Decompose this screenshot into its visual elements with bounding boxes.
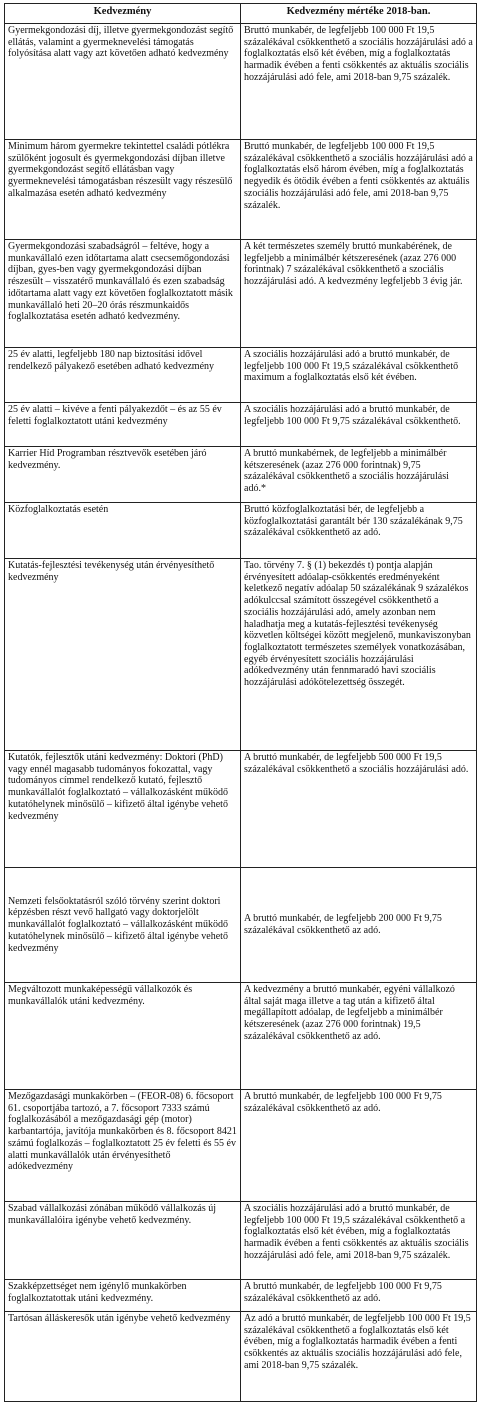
table-header-row — [5, 4, 477, 24]
table-row — [5, 447, 477, 503]
amount-cell: A két természetes személy bruttó munkabérének, de legfeljebb a minimálbér kétszeresének (azaz 276 000 forintnak) 7 százalékával csökkenthető a szociális hozzájárulási adó. A kedvezmény legfeljebb 3 évig jár. — [241, 240, 477, 348]
amount-cell: Bruttó munkabér, de legfeljebb 100 000 Ft 19,5 százalékával csökkenthető a szociális hozzájárulási adó a foglalkoztatás első két évében, míg a foglalkoztatás harmadik évében a fenti csökkentés az aktuális szociális hozzájárulási adó fele, ami 2018-ban 9,75 százalék. — [241, 24, 477, 140]
amount-cell: Az adó a bruttó munkabér, de legfeljebb 100 000 Ft 19,5 százalékával csökkenthető a foglalkoztatás első két évében, míg a foglalkoztatás harmadik évében a fenti csökkentés az aktuális szociális hozzájárulási adó fele, ami 2018-ban 9,75 százalék. — [241, 1312, 477, 1402]
amount-cell: A bruttó munkabérnek, de legfeljebb a minimálbér kétszeresének (azaz 276 000 forintnak) 9,75 százalékával csökkenthető a szociális hozzájárulási adó.* — [241, 447, 477, 503]
amount-cell: A kedvezmény a bruttó munkabér, egyéni vállalkozó által saját maga illetve a tag után a kifizető által megállapított adóalap, de legfeljebb a minimálbér kétszeresének (azaz 276 000 forintnak) 19,5 százalékával csökkenthető az adó. — [241, 983, 477, 1090]
amount-cell: Bruttó munkabér, de legfeljebb 100 000 Ft 19,5 százalékával csökkenthető a szociális hozzájárulási adó a foglalkoztatás első három évében, míg a foglalkoztatás negyedik és ötödik évében a fenti csökkentés az aktuális szociális hozzájárulási adó fele, ami 2018-ban 9,75 százalék. — [241, 140, 477, 240]
amount-cell: A bruttó munkabér, de legfeljebb 500 000 Ft 19,5 százalékával csökkenthető a szociális hozzájárulási adó. — [241, 751, 477, 868]
benefit-cell: Közfoglalkoztatás esetén — [5, 503, 241, 559]
table-row — [5, 1280, 477, 1312]
benefits-table — [4, 3, 477, 1402]
benefit-cell: 25 év alatti, legfeljebb 180 nap biztosítási idővel rendelkező pályakező esetében adható kedvezmény — [5, 348, 241, 403]
benefit-cell: Minimum három gyermekre tekintettel családi pótlékra szülőként jogosult és gyermekgondozási díjban illetve gyermekgondozást segítő ellátásban vagy gyermeknevelési támogatásban részesült vagy részesülő alkalmazása esetén adható kedvezmény — [5, 140, 241, 240]
table-row — [5, 403, 477, 447]
table-row — [5, 1090, 477, 1202]
amount-cell: A szociális hozzájárulási adó a bruttó munkabér, de legfeljebb 100 000 Ft 19,5 százalékával csökkenthető maximum a foglalkoztatás első két évében. — [241, 348, 477, 403]
benefit-cell: Mezőgazdasági munkakörben – (FEOR-08) 6. főcsoport 61. csoportjába tartozó, a 7. főcsoport 7333 számú foglalkozásából a mezőgazdasági gép (motor) karbantartója, javítója munkakörben és 8. főcsoport 8421 számú foglalkozás – foglalkoztatott 25 év feletti és 55 év alatti munkavállalók után érvényesíthető adókedvezmény — [5, 1090, 241, 1202]
benefit-cell: Gyermekgondozási díj, illetve gyermekgondozást segítő ellátás, valamint a gyermeknevelési támogatás folyósítása alatt vagy azt követően adható kedvezmény — [5, 24, 241, 140]
benefit-cell: 25 év alatti – kivéve a fenti pályakezdőt – és az 55 év feletti foglalkoztatott utáni kedvezmény — [5, 403, 241, 447]
benefit-cell: Megváltozott munkaképességű vállalkozók és munkavállalók utáni kedvezmény. — [5, 983, 241, 1090]
benefit-cell: Tartósan álláskeresők után igénybe vehető kedvezmény — [5, 1312, 241, 1402]
table-row — [5, 983, 477, 1090]
amount-cell: A bruttó munkabér, de legfeljebb 100 000 Ft 9,75 százalékával csökkenthető az adó. — [241, 1090, 477, 1202]
amount-cell: A bruttó munkabér, de legfeljebb 100 000 Ft 9,75 százalékával csökkenthető az adó. — [241, 1280, 477, 1312]
amount-cell: A bruttó munkabér, de legfeljebb 200 000 Ft 9,75 százalékával csökkenthető az adó. — [241, 868, 477, 983]
table-row — [5, 559, 477, 751]
amount-cell: A szociális hozzájárulási adó a bruttó munkabér, de legfeljebb 100 000 Ft 19,5 százalékával csökkenthető a foglalkoztatás első két évében, míg a foglalkoztatás harmadik évében a fenti csökkentés az aktuális szociális hozzájárulási adó fele, ami 2018-ban 9,75 százalék. — [241, 1202, 477, 1280]
benefit-cell: Kutatás-fejlesztési tevékenység után érvényesíthető kedvezmény — [5, 559, 241, 751]
table-row — [5, 348, 477, 403]
column-header-benefit: Kedvezmény — [5, 4, 241, 24]
amount-cell: Tao. törvény 7. § (1) bekezdés t) pontja alapján érvényesített adóalap-csökkentés eredményeként keletkező negatív adóalap 50 százalékának 9 százalékos adókulccsal számított összegével csökkenthető a szociális hozzájárulási adó, amely azonban nem haladhatja meg a kutatás-fejlesztési tevékenység közvetlen költségei között megjelenő, munkaviszonyban foglalkoztatott természetes személyek vonatkozásában, egyéb érvényesített szociális hozzájárulási adókedvezmény után fennmaradó havi szociális hozzájárulási adókötelezettség összegét. — [241, 559, 477, 751]
table-row — [5, 140, 477, 240]
benefit-cell: Szabad vállalkozási zónában működő vállalkozás új munkavállalóira igénybe vehető kedvezmény. — [5, 1202, 241, 1280]
column-header-amount: Kedvezmény mértéke 2018-ban. — [241, 4, 477, 24]
benefit-cell: Szakképzettséget nem igénylő munkakörben foglalkoztatottak utáni kedvezmény. — [5, 1280, 241, 1312]
amount-cell: A szociális hozzájárulási adó a bruttó munkabér, de legfeljebb 100 000 Ft 9,75 százalékával csökkenthető. — [241, 403, 477, 447]
table-row — [5, 868, 477, 983]
amount-cell: Bruttó közfoglalkoztatási bér, de legfeljebb a közfoglalkoztatási garantált bér 130 százalékának 9,75 százalékával csökkenthető az adó. — [241, 503, 477, 559]
table-row — [5, 503, 477, 559]
benefit-cell: Nemzeti felsőoktatásról szóló törvény szerint doktori képzésben részt vevő hallgató vagy doktorjelölt munkavállalót foglalkoztató – vállalkozásként működő kutatóhelynek minősülő – kifizető által igénybe vehető kedvezmény — [5, 868, 241, 983]
benefit-cell: Gyermekgondozási szabadságról – feltéve, hogy a munkavállaló ezen időtartama alatt csecsemőgondozási díjban, gyes-ben vagy gyermekgondozási díjban részesült – visszatérő munkavállaló és ezen szabadság időtartama alatt vagy ezt követően foglalkoztatott másik munkavállaló heti 20–20 órás részmunkaidős foglalkoztatása esetén adható kedvezmény. — [5, 240, 241, 348]
benefit-cell: Karrier Híd Programban résztvevők esetében járó kedvezmény. — [5, 447, 241, 503]
table-row — [5, 751, 477, 868]
benefit-cell: Kutatók, fejlesztők utáni kedvezmény: Doktori (PhD) vagy ennél magasabb tudományos fokozattal, vagy tudományos címmel rendelkező kutató, fejlesztő munkavállalót foglalkoztató – vállalkozásként működő kutatóhelynek minősülő – kifizető által igénybe vehető kedvezmény — [5, 751, 241, 868]
table-row — [5, 1312, 477, 1402]
table-row — [5, 1202, 477, 1280]
table-row — [5, 24, 477, 140]
table-row — [5, 240, 477, 348]
